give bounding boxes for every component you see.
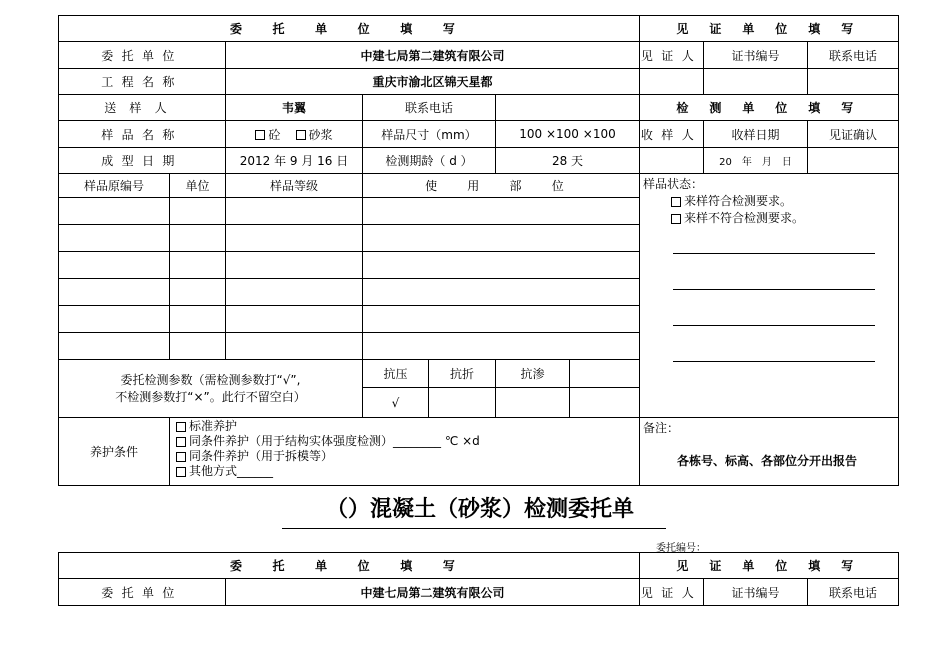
status-ok: 来样符合检测要求。 (684, 194, 793, 208)
sample-size-label: 样品尺寸（mm） (363, 121, 496, 148)
checkbox-icon (296, 130, 306, 140)
witness-confirm-label: 见证确认 (808, 121, 899, 148)
contact-phone-label: 联系电话 (808, 42, 899, 69)
test-age-value: 28 天 (496, 148, 640, 174)
param-flexural-mark (429, 388, 496, 418)
project-name-value: 重庆市渝北区锦天星都 (226, 69, 640, 95)
col-usage: 使 用 部 位 (363, 174, 640, 198)
curing-label: 养护条件 (59, 418, 170, 486)
col-unit: 单位 (170, 174, 226, 198)
client-unit-value: 中建七局第二建筑有限公司 (226, 42, 640, 69)
cert-no-cell (704, 69, 808, 95)
checkbox-icon (176, 437, 186, 447)
curing-options (170, 418, 640, 486)
commission-form-1 (58, 15, 899, 486)
status-line (673, 253, 875, 254)
receiver-cell (640, 148, 704, 174)
receive-date-label: 收样日期 (704, 121, 808, 148)
test-section-header: 检 测 单 位 填 写 (640, 95, 899, 121)
status-line (673, 325, 875, 326)
remarks-value: 各栋号、标高、各部位分开出报告 (677, 454, 858, 468)
test-age-label: 检测期龄（ d ） (363, 148, 496, 174)
checkbox-icon (671, 197, 681, 207)
curing-other: 其他方式______ (189, 464, 274, 478)
params-instruction (59, 360, 363, 418)
col-original-no: 样品原编号 (59, 174, 170, 198)
contact-phone-label-2: 联系电话 (808, 579, 899, 606)
sample-size-value: 100 ×100 ×100 (496, 121, 640, 148)
curing-same-strength: 同条件养护（用于结构实体强度检测）________ ℃ ×d (189, 434, 480, 448)
param-extra-mark (570, 388, 640, 418)
curing-same-formwork: 同条件养护（用于拆模等） (189, 449, 334, 463)
witness-section-header-2: 见 证 单 位 填 写 (640, 553, 899, 579)
curing-standard: 标准养护 (189, 419, 238, 433)
status-line (673, 289, 875, 290)
sender-phone-label: 联系电话 (363, 95, 496, 121)
client-unit-value-2: 中建七局第二建筑有限公司 (226, 579, 640, 606)
witness-label-2: 见证人 (640, 579, 704, 606)
sender-phone-value (496, 95, 640, 121)
param-impermeability: 抗渗 (496, 360, 570, 388)
params-line-2: 不检测参数打“×”。此行不留空白） (115, 389, 306, 404)
form-title: （）混凝土（砂浆）检测委托单 (325, 497, 634, 522)
status-line (673, 361, 875, 362)
param-compression: 抗压 (363, 360, 429, 388)
col-grade: 样品等级 (226, 174, 363, 198)
consign-no-label: 委托编号： (656, 543, 706, 554)
sample-type-options (226, 121, 363, 148)
client-section-header: 委 托 单 位 填 写 (59, 16, 640, 42)
receiver-label: 收样人 (640, 121, 704, 148)
checkbox-icon (671, 214, 681, 224)
param-impermeability-mark (496, 388, 570, 418)
cert-no-label: 证书编号 (704, 42, 808, 69)
client-unit-label: 委托单位 (59, 42, 226, 69)
molding-date-label: 成型日期 (59, 148, 226, 174)
witness-confirm-cell (808, 148, 899, 174)
sample-opt-concrete: 砼 (268, 127, 281, 142)
sender-label: 送样人 (59, 95, 226, 121)
status-not-ok: 来样不符合检测要求。 (684, 211, 805, 225)
molding-date-value: 2012 年 9 月 16 日 (226, 148, 363, 174)
params-line-1: 委托检测参数（需检测参数打“√”, (120, 372, 301, 387)
sample-status-panel (640, 174, 899, 418)
sample-name-label: 样品名称 (59, 121, 226, 148)
contact-phone-cell (808, 69, 899, 95)
client-unit-label-2: 委托单位 (59, 579, 226, 606)
param-flexural: 抗折 (429, 360, 496, 388)
param-extra (570, 360, 640, 388)
witness-name-cell (640, 69, 704, 95)
commission-form-2 (58, 552, 899, 606)
project-name-label: 工程名称 (59, 69, 226, 95)
checkbox-icon (176, 422, 186, 432)
title-underline (282, 528, 666, 529)
checkbox-icon (255, 130, 265, 140)
remarks-panel (640, 418, 899, 486)
sample-opt-mortar: 砂浆 (308, 127, 333, 142)
sender-value: 韦翼 (226, 95, 363, 121)
witness-section-header: 见 证 单 位 填 写 (640, 16, 899, 42)
param-compression-mark: √ (363, 388, 429, 418)
receive-date-value: 20 年 月 日 (704, 148, 808, 174)
checkbox-icon (176, 452, 186, 462)
client-section-header-2: 委 托 单 位 填 写 (59, 553, 640, 579)
sample-status-label: 样品状态： (643, 177, 704, 191)
cert-no-label-2: 证书编号 (704, 579, 808, 606)
checkbox-icon (176, 467, 186, 477)
witness-label: 见证人 (640, 42, 704, 69)
remarks-label: 备注： (643, 421, 680, 435)
